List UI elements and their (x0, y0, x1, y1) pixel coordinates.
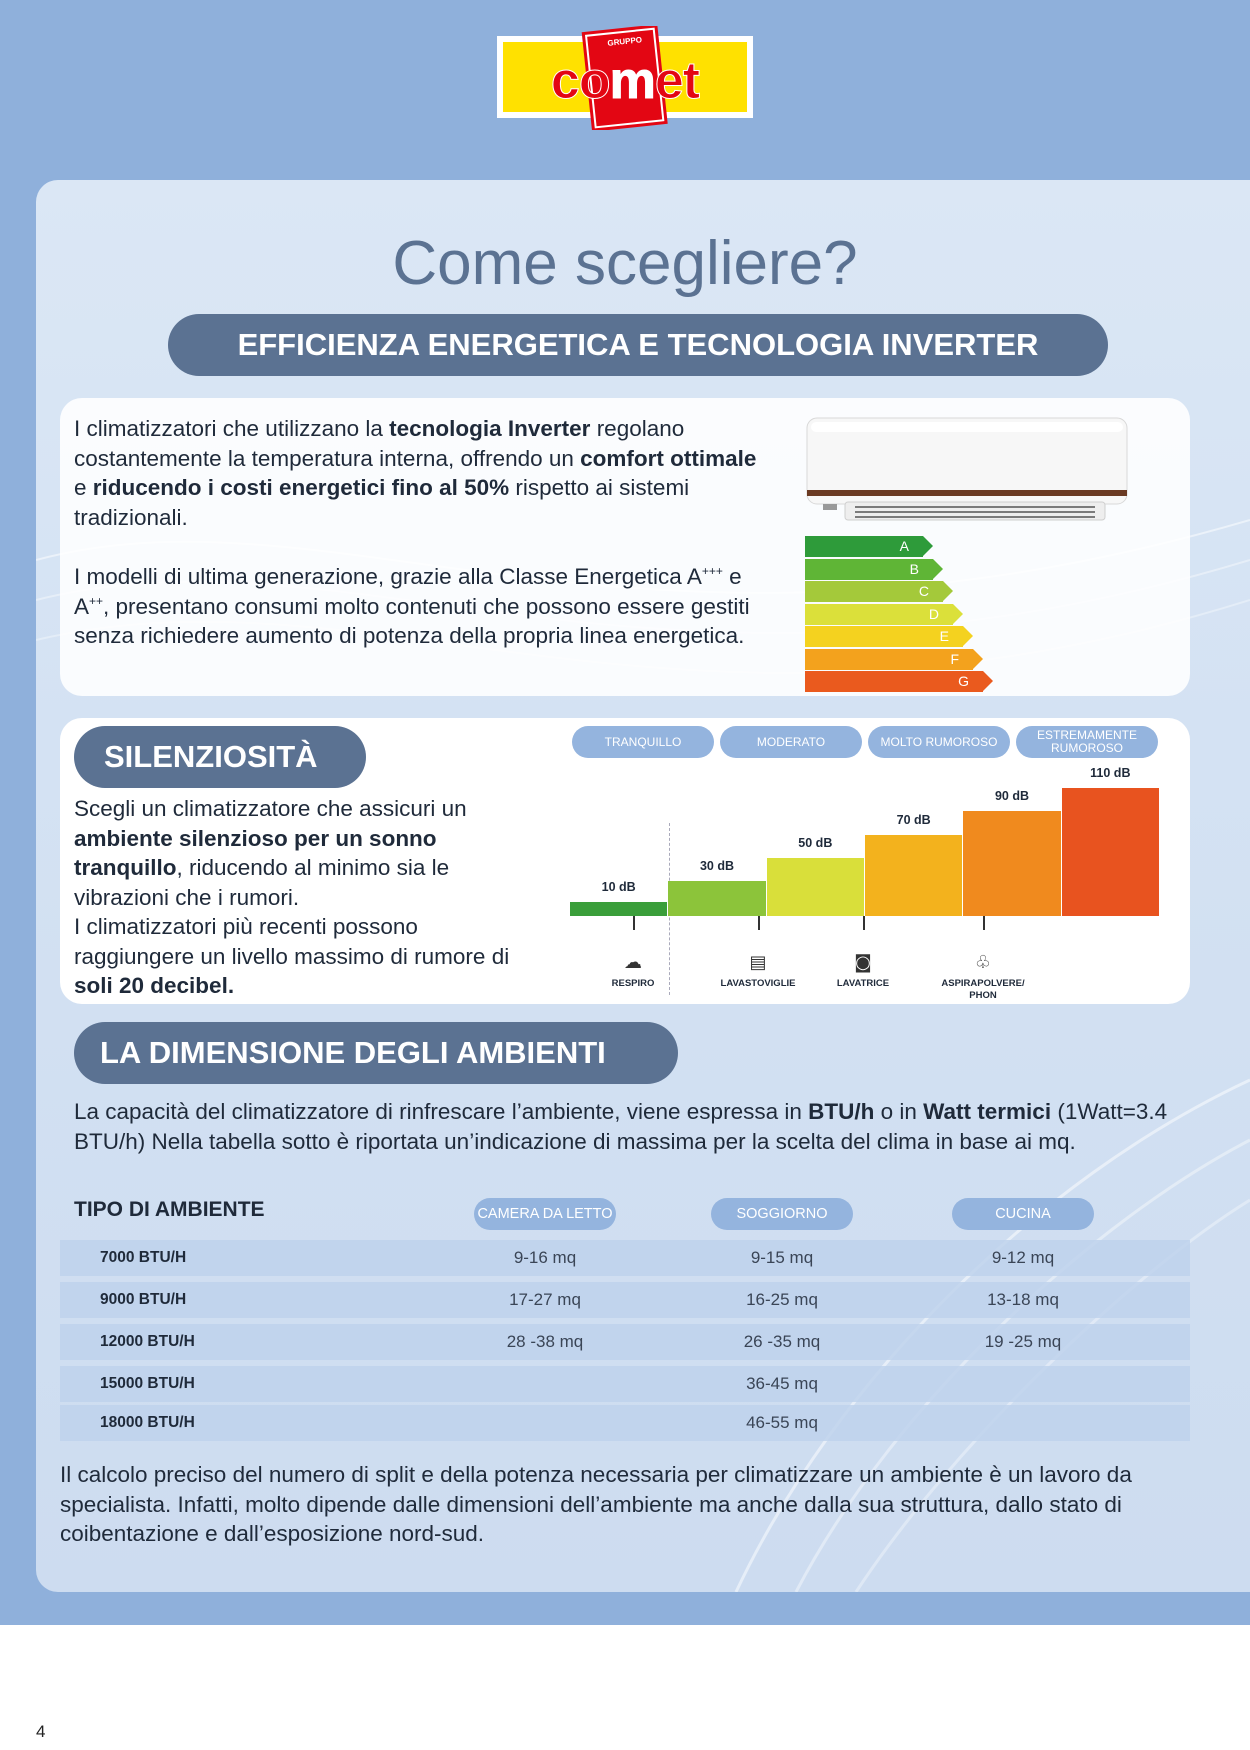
noise-bar-label: 70 dB (896, 812, 931, 827)
rooms-footer-paragraph: Il calcolo preciso del numero di split e della potenza necessaria per climatizzare un ambiente è un lavoro da specialista. Infatti, molto dipende dalle dimensioni dell’ambiente ma anche dalla sua struttura, dallo stato di coibentazione e dall’esposizione nord-sud. (60, 1462, 1132, 1546)
comet-logo (495, 26, 755, 130)
energy-class-b: B (805, 559, 933, 580)
device-label: LAVASTOVIGLIE (720, 978, 796, 989)
noise-bar-label: 50 dB (798, 835, 833, 850)
rooms-heading: LA DIMENSIONE DEGLI AMBIENTI (74, 1022, 678, 1084)
dishwasher-icon: ▤ (749, 952, 767, 973)
vacuum-icon: ♧ (974, 952, 992, 973)
table-cell: 36-45 mq (746, 1374, 818, 1393)
energy-class-f: F (805, 649, 973, 670)
noise-bar-label: 30 dB (699, 859, 735, 874)
energy-class-scale (805, 536, 995, 698)
device-label: RESPIRO (611, 978, 655, 989)
table-row (60, 1405, 1190, 1441)
noise-bar (668, 881, 765, 916)
table-cell: 46-55 mq (746, 1413, 818, 1432)
noise-bar-label: 10 dB (601, 880, 636, 894)
btu-label: 7000 BTU/H (100, 1249, 187, 1266)
energy-heading: EFFICIENZA ENERGETICA E TECNOLOGIA INVERTER (168, 314, 1108, 376)
rooms-paragraph: La capacità del climatizzatore di rinfrescare l’ambiente, viene espressa in BTU/h o in Watt termici (1Watt=3.4 BTU/h) Nella tabella sotto è riportata un’indicazione di massima per la scelta del clima in base ai mq. (74, 1099, 1168, 1154)
device-tick (983, 916, 985, 930)
table-row (60, 1366, 1190, 1402)
table-cell: 19 -25 mq (984, 1332, 1062, 1351)
btu-label: 12000 BTU/H (100, 1333, 195, 1350)
noise-bar (767, 858, 864, 916)
energy-paragraph-2: I modelli di ultima generazione, grazie alla Classe Energetica A+++ e A++, presentano consumi molto contenuti che possono essere gestiti senza richiedere aumento di potenza della propria linea energetica. (74, 564, 750, 648)
noise-bar (1062, 788, 1159, 916)
noise-category-pill: TRANQUILLO (572, 726, 714, 758)
breath-icon: ☁ (624, 952, 642, 973)
noise-bar-label: 110 dB (1090, 766, 1131, 780)
table-cell: 9-12 mq (991, 1248, 1055, 1267)
page-number: 4 (36, 1722, 46, 1741)
svg-text:GRUPPO: GRUPPO (607, 35, 643, 48)
column-header-living-room: SOGGIORNO (711, 1198, 853, 1230)
device-label: ASPIRAPOLVERE/ PHON (941, 978, 1025, 1001)
page-title: Come scegliere? (392, 229, 858, 298)
device-tick (633, 916, 635, 930)
device-tick (758, 916, 760, 930)
noise-bar (865, 835, 962, 916)
btu-label: 9000 BTU/H (100, 1291, 187, 1308)
energy-class-a: A (805, 536, 923, 557)
table-cell: 9-16 mq (513, 1248, 577, 1267)
device-label: LAVATRICE (836, 978, 890, 989)
noise-heading: SILENZIOSITÀ (74, 726, 366, 788)
column-header-kitchen: CUCINA (952, 1198, 1094, 1230)
noise-bar-label: 90 dB (994, 789, 1030, 804)
energy-class-d: D (805, 604, 953, 625)
noise-paragraph: Scegli un climatizzatore che assicuri un ambiente silenzioso per un sonno tranquillo, riducendo al minimo sia le vibrazioni che i rumori. I climatizzatori più recenti possono raggiungere un livello massimo di rumore di soli 20 decibel. (74, 796, 510, 998)
table-cell: 9-15 mq (750, 1248, 814, 1267)
device-tick (863, 916, 865, 930)
noise-category-pill: MOLTO RUMOROSO (868, 726, 1010, 758)
noise-bar (570, 902, 667, 916)
table-cell: 26 -35 mq (743, 1332, 821, 1351)
btu-label: 18000 BTU/H (100, 1414, 195, 1431)
table-cell: 28 -38 mq (506, 1332, 584, 1351)
noise-category-pill: MODERATO (720, 726, 862, 758)
table-header-label: TIPO DI AMBIENTE (74, 1198, 265, 1221)
table-row (60, 1324, 1190, 1360)
noise-bar (963, 811, 1060, 916)
svg-text:comet: comet (550, 52, 700, 110)
energy-class-c: C (805, 581, 943, 602)
btu-label: 15000 BTU/H (100, 1375, 195, 1392)
noise-category-pill: ESTREMAMENTE RUMOROSO (1016, 726, 1158, 758)
column-header-bedroom: CAMERA DA LETTO (474, 1198, 616, 1230)
energy-class-e: E (805, 626, 963, 647)
table-cell: 16-25 mq (746, 1290, 818, 1309)
table-row (60, 1240, 1190, 1276)
table-cell: 13-18 mq (987, 1290, 1059, 1309)
washing-machine-icon: ◙ (854, 952, 872, 973)
energy-paragraph-1: I climatizzatori che utilizzano la tecnologia Inverter regolano costantemente la temperatura interna, offrendo un comfort ottimale e riducendo i costi energetici fino al 50% rispetto ai sistemi tradizionali. (74, 416, 757, 530)
energy-class-g: G (805, 671, 983, 692)
table-row (60, 1282, 1190, 1318)
table-cell: 17-27 mq (509, 1290, 581, 1309)
air-conditioner-image (805, 414, 1129, 530)
noise-chart (560, 720, 1170, 1004)
